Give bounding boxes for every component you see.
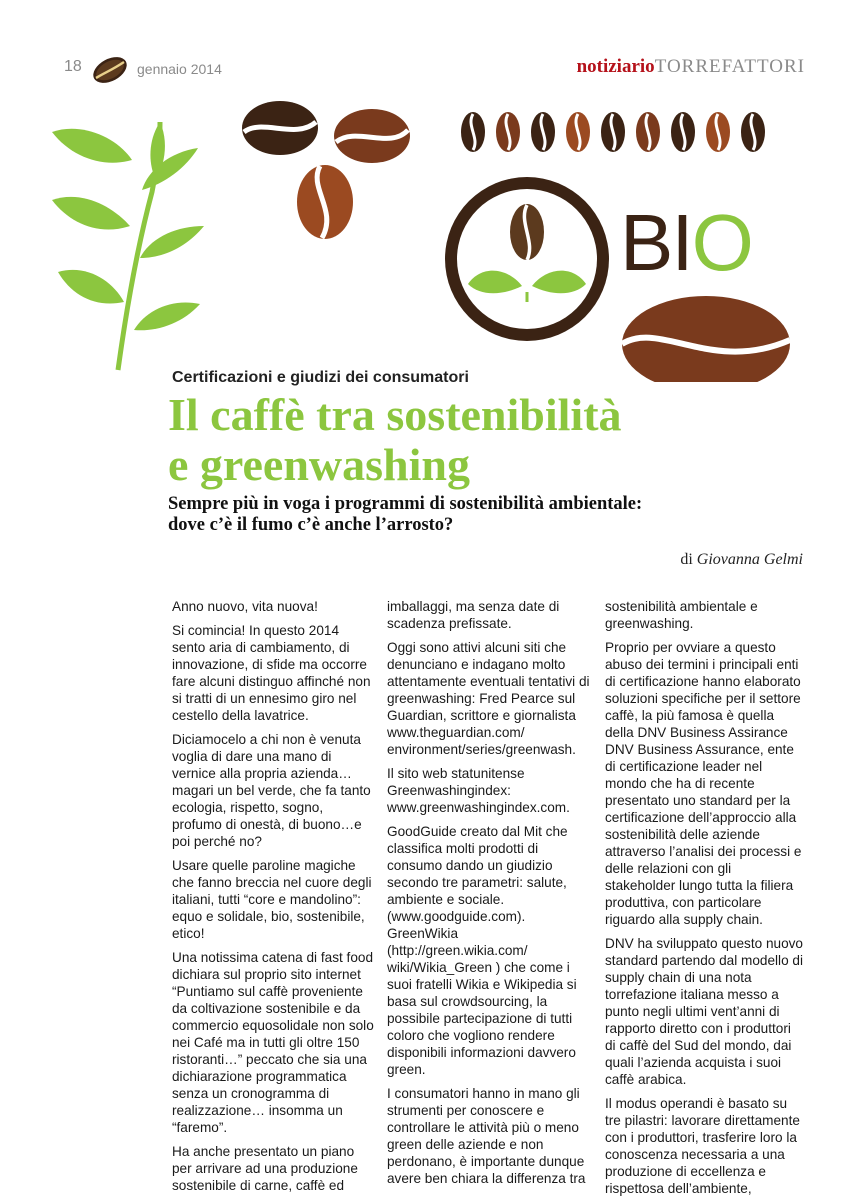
magazine-brand: notiziarioTORREFATTORI [576,56,805,77]
paragraph: Oggi sono attivi alcuni siti che denunciano e indagano molto attentamente eventuali tentativi di greenwashing: Fred Pearce sul Guardian, scrittore e giornalista www.theguardian.com/ environment/series/greenwash. [387,640,590,757]
paragraph: GoodGuide creato dal Mit che classifica molti prodotti di consumo dando un giudizio secondo tre parametri: salute, ambiente e sociale. (www.goodguide.com). GreenWikia (http://green.wikia.com/ wiki/Wikia_Green ) che come i suoi fratelli Wikia e Wikipedia si basa sul crowdsourcing, la possibile partecipazione di tutti coloro che vogliono rendere disponibili informazioni davvero green. [387,824,577,1077]
coffee-illustration [0,92,855,382]
text-column-3 [605,598,805,1204]
coffee-bean-logo-icon [90,56,130,84]
paragraph: Ha anche presentato un piano per arrivare ad una produzione sostenibile di carne, caffè ed [172,1144,358,1193]
coffee-bean-row-icon [461,112,765,152]
paragraph: Il modus operandi è basato su tre pilastri: lavorare direttamente con i produttori, trasferire loro la conoscenza necessaria a una produzione di eccellenza e rispettosa dell’ambiente, [605,1096,800,1196]
paragraph: DNV ha sviluppato questo nuovo standard partendo dal modello di supply chain di una nota torrefazione italiana messo a punto negli ultimi vent’anni di rapporto diretto con i produttori di caffè del Sud del mondo, dai quali l’azienda acquista i suoi caffè arabica. [605,936,803,1087]
coffee-beans-cluster-icon [242,101,410,239]
bio-badge-icon [445,177,609,341]
paragraph: Una notissima catena di fast food dichiara sul proprio sito internet “Puntiamo sul caffè proveniente da coltivazione sostenibile e da commercio equosolidale non solo nei Café ma in tutti gli oltre 150 ristoranti…” peccato che sia una dichiarazione programmatica senza un cronogramma di realizzazione… insomma un “faremo”. [172,950,374,1135]
article-title: Il caffè tra sostenibilità e greenwashing [168,389,622,490]
article-subtitle: Sempre più in voga i programmi di sostenibilità ambientale: dove c’è il fumo c’è anche l’arrosto? [168,494,643,535]
text-column-2 [387,598,597,1194]
author-name: Giovanna Gelmi [696,551,803,568]
green-plant-icon [52,122,204,370]
article-byline: di Giovanna Gelmi [680,551,803,568]
large-coffee-bean-icon [622,296,790,382]
bio-label: BIO [620,198,752,287]
paragraph: Anno nuovo, vita nuova! [172,599,318,614]
page-number: 18 [64,58,82,75]
paragraph: Usare quelle paroline magiche che fanno breccia nel cuore degli italiani, tutti “core e mandolino”: equo e solidale, bio, sostenibile, etico! [172,858,372,941]
page-header [0,56,855,86]
paragraph: Proprio per ovviare a questo abuso dei termini i principali enti di certificazione hanno elaborato soluzioni specifiche per il settore caffè, la più famosa è quella della DNV Business Assirance DNV Business Assurance, ente di certificazione leader nel mondo che ha di recente presentato uno standard per la certificazione dell’approccio alla sostenibilità delle aziende attraverso l’analisi dei processi e delle relazioni con gli stakeholder lungo tutta la filiera produttiva, con particolare riguardo alla supply chain. [605,640,802,927]
text-column-1 [172,598,376,1201]
paragraph: Il sito web statunitense Greenwashingindex: www.greenwashingindex.com. [387,766,570,815]
article-kicker: Certificazioni e giudizi dei consumatori [172,369,469,386]
issue-date: gennaio 2014 [137,61,222,77]
paragraph: sostenibilità ambientale e greenwashing. [605,599,758,631]
paragraph: I consumatori hanno in mano gli strumenti per conoscere e controllare le attività più o meno green delle aziende e non perdonano, è importante dunque avere ben chiara la differenza tra [387,1086,586,1186]
paragraph: Si comincia! In questo 2014 sento aria di cambiamento, di innovazione, di sfide ma occorre fare alcuni distinguo affinché non si tratti di un ennesimo giro nel cestello della lavatrice. [172,623,371,723]
paragraph: Diciamocelo a chi non è venuta voglia di dare una mano di vernice alla propria azienda… magari un bel verde, che fa tanto ecologia, rispetto, sogno, profumo di onestà, di buono…e poi perché no? [172,732,371,849]
paragraph: imballaggi, ma senza date di scadenza prefissate. [387,599,560,631]
